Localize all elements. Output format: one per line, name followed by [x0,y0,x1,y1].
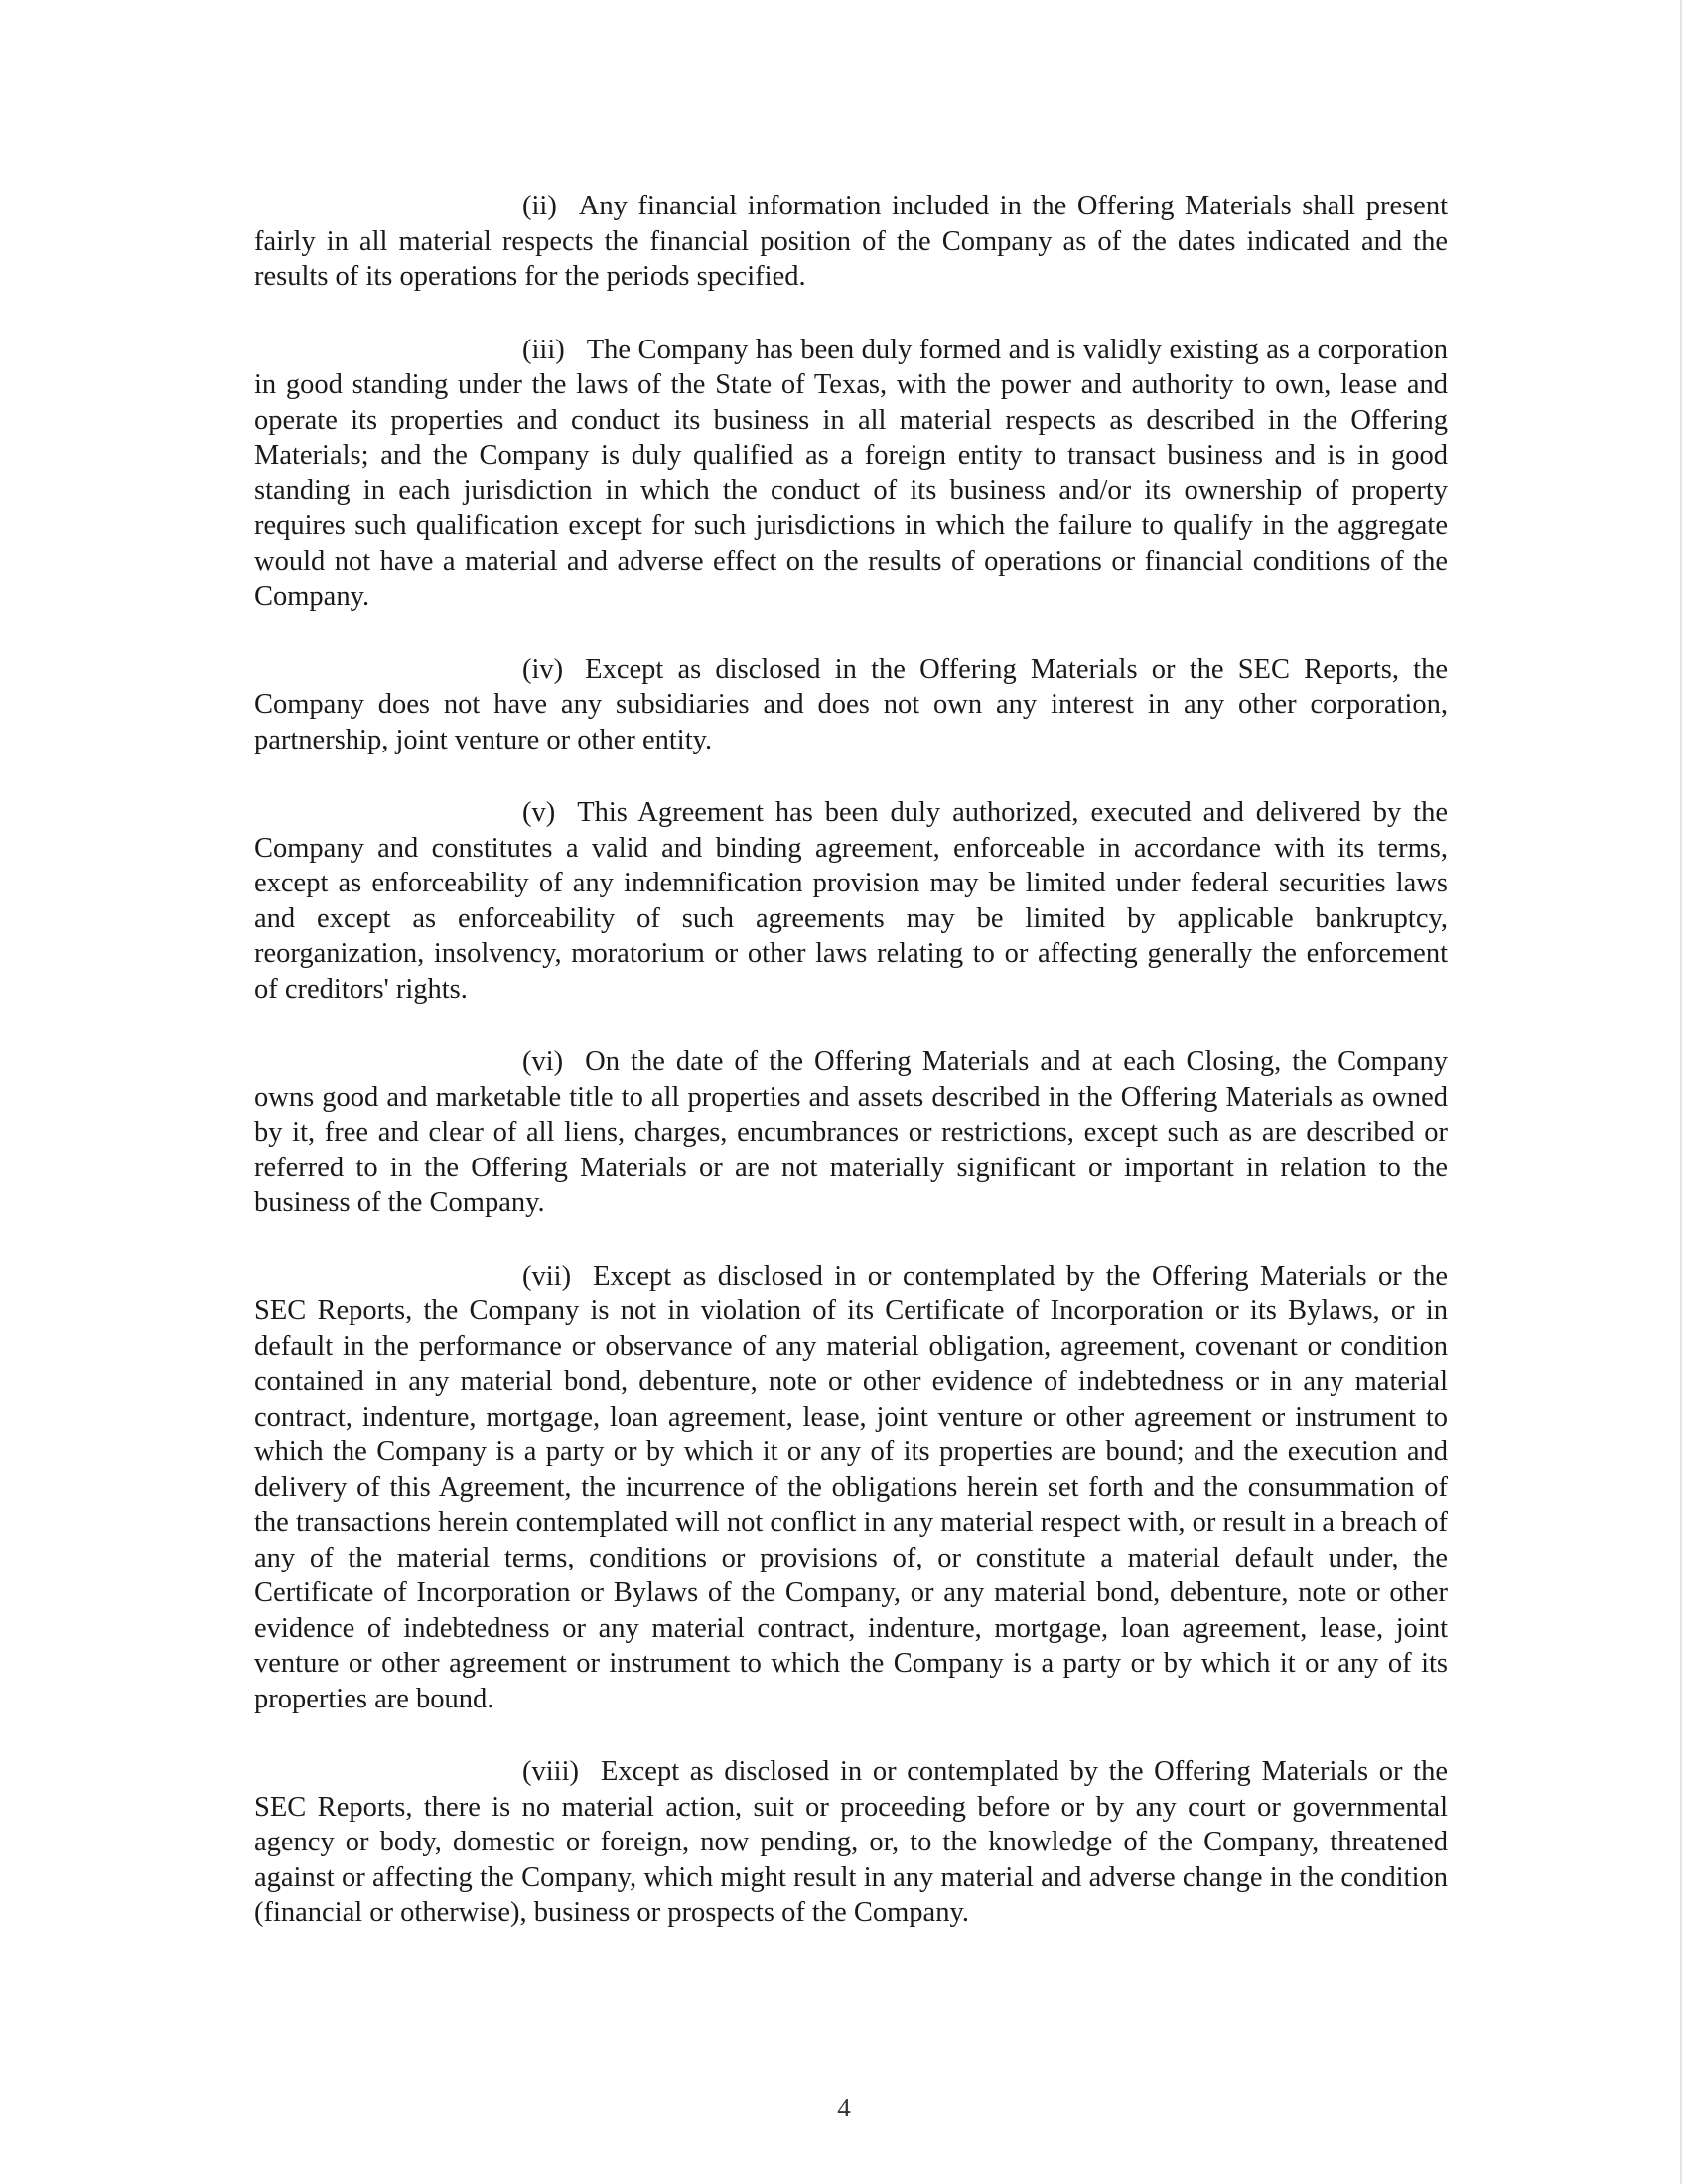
clause-number: (viii) [522,1756,579,1787]
clause-number: (v) [522,797,556,828]
clause-number: (vii) [522,1260,572,1292]
paragraph-iv [254,652,1448,758]
clause-number: (vi) [522,1046,564,1077]
clause-number: (ii) [522,191,557,221]
paragraph-ii [254,189,1448,295]
document-body [254,189,1448,1969]
page-edge-line [1680,0,1682,2184]
clause-text: On the date of the Offering Materials and at each Closing, the Company owns good and marketable title to all properties and assets described in the Offering Materials as owned by it, free and clear of all liens, charges, encumbrances or restrictions, except such as are described or referred to in the Offering Materials or are not materially significant or important in relation to the business of the Company. [254,1046,1448,1218]
clause-number: (iv) [522,653,564,685]
clause-text: Except as disclosed in or contemplated by the Offering Materials or the SEC Reports, there is no material action, suit or proceeding before or by any court or governmental agency or body, domestic or foreign, now pending, or, to the knowledge of the Company, threatened against or affecting the Company, which might result in any material and adverse change in the condition (financial or otherwise), business or prospects of the Company. [254,1756,1448,1928]
paragraph-vii [254,1259,1448,1717]
paragraph-v [254,795,1448,1007]
paragraph-iii [254,333,1448,614]
clause-text: This Agreement has been duly authorized, executed and delivered by the Company and constitutes a valid and binding agreement, enforceable in accordance with its terms, except as enforceability of any indemnification provision may be limited under federal securities laws and except as enforceability of such agreements may be limited by applicable bankruptcy, reorganization, insolvency, moratorium or other laws relating to or affecting generally the enforcement of creditors' rights. [254,797,1448,1005]
paragraph-vi [254,1044,1448,1221]
clause-text: Any financial information included in the Offering Materials shall present fairly in all material respects the financial position of the Company as of the dates indicated and the results of its operations for the periods specified. [254,191,1448,292]
page-number: 4 [837,2093,851,2122]
clause-number: (iii) [522,334,565,365]
clause-text: The Company has been duly formed and is validly existing as a corporation in good standing under the laws of the State of Texas, with the power and authority to own, lease and operate its properties and conduct its business in all material respects as described in the Offering Materials; and the Company is duly qualified as a foreign entity to transact business and is in good standing in each jurisdiction in which the conduct of its business and/or its ownership of property requires such qualification except for such jurisdictions in which the failure to qualify in the aggregate would not have a material and adverse effect on the results of operations or financial conditions of the Company. [254,334,1448,612]
clause-text: Except as disclosed in or contemplated by the Offering Materials or the SEC Reports, the Company is not in violation of its Certificate of Incorporation or its Bylaws, or in default in the performance or observance of any material obligation, agreement, covenant or condition contained in any material bond, debenture, note or other evidence of indebtedness or in any material contract, indenture, mortgage, loan agreement, lease, joint venture or other agreement or instrument to which the Company is a party or by which it or any of its properties are bound; and the execution and delivery of this Agreement, the incurrence of the obligations herein set forth and the consummation of the transactions herein contemplated will not conflict in any material respect with, or result in a breach of any of the material terms, conditions or provisions of, or constitute a material default under, the Certificate of Incorporation or Bylaws of the Company, or any material bond, debenture, note or other evidence of indebtedness or any material contract, indenture, mortgage, loan agreement, lease, joint venture or other agreement or instrument to which the Company is a party or by which it or any of its properties are bound. [254,1260,1448,1714]
clause-text: Except as disclosed in the Offering Materials or the SEC Reports, the Company does not have any subsidiaries and does not own any interest in any other corporation, partnership, joint venture or other entity. [254,653,1448,755]
paragraph-viii [254,1754,1448,1931]
